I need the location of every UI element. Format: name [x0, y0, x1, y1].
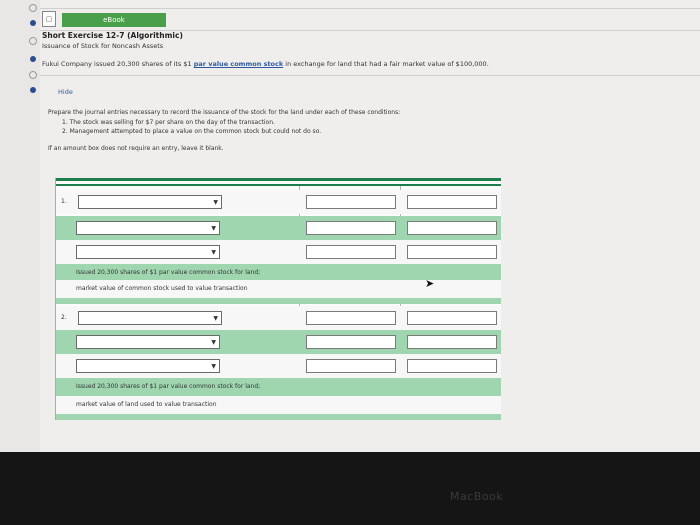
journal-table — [55, 178, 501, 420]
chevron-down-icon: ▼ — [211, 339, 216, 346]
chevron-down-icon: ▼ — [213, 315, 218, 322]
debit-input[interactable] — [306, 245, 396, 259]
bullet-dot-icon — [30, 20, 36, 26]
divider — [40, 8, 700, 9]
problem-text: Fukui Company issued 20,300 shares of its $1 — [42, 60, 194, 68]
account-dropdown[interactable] — [78, 195, 222, 209]
chevron-down-icon: ▼ — [211, 225, 216, 232]
par-value-link[interactable]: par value common stock — [193, 60, 284, 68]
account-dropdown[interactable] — [78, 311, 222, 325]
exercise-subtitle: Issuance of Stock for Noncash Assets — [42, 42, 164, 50]
debit-input[interactable] — [306, 311, 396, 325]
journal-row — [56, 306, 501, 330]
circle-icon — [29, 37, 37, 45]
journal-row — [56, 216, 501, 240]
account-dropdown[interactable] — [76, 335, 220, 349]
explanation-text: Issued 20,300 shares of $1 par value common stock for land; — [76, 383, 261, 390]
condition-1: 1. The stock was selling for $7 per share on the day of the transaction. — [62, 119, 275, 126]
hide-link[interactable]: Hide — [58, 88, 73, 96]
journal-row — [56, 240, 501, 264]
problem-text: in exchange for land that had a fair market value of $100,000. — [283, 60, 489, 68]
row-spacer — [56, 414, 501, 420]
journal-row — [56, 354, 501, 378]
account-dropdown[interactable] — [76, 221, 220, 235]
instructions: Prepare the journal entries necessary to record the issuance of the stock for the land under each of these conditions: — [48, 109, 401, 116]
explanation-row — [56, 396, 501, 414]
account-dropdown[interactable] — [76, 359, 220, 373]
credit-input[interactable] — [407, 221, 497, 235]
chevron-down-icon: ▼ — [211, 249, 216, 256]
mouse-cursor-icon: ➤ — [425, 277, 435, 290]
row-spacer — [56, 298, 501, 304]
ebook-icon[interactable]: ▢ — [42, 11, 56, 27]
credit-input[interactable] — [407, 359, 497, 373]
bullet-dot-icon — [30, 56, 36, 62]
entry-number: 2. — [61, 314, 67, 321]
circle-icon — [29, 4, 37, 12]
entry-number: 1. — [61, 198, 67, 205]
condition-2: 2. Management attempted to place a value on the common stock but could not do so. — [62, 128, 322, 135]
problem-statement — [42, 60, 489, 68]
ebook-button[interactable]: eBook — [62, 13, 166, 27]
debit-input[interactable] — [306, 221, 396, 235]
left-gutter — [0, 0, 40, 452]
table-header-rule — [56, 178, 501, 181]
credit-input[interactable] — [407, 245, 497, 259]
macbook-logo: MacBook — [450, 490, 504, 503]
explanation-text: market value of common stock used to value transaction — [76, 285, 248, 292]
table-header-rule — [56, 184, 501, 186]
explanation-row — [56, 280, 501, 298]
debit-input[interactable] — [306, 335, 396, 349]
chevron-down-icon: ▼ — [211, 363, 216, 370]
exercise-title: Short Exercise 12-7 (Algorithmic) — [42, 31, 183, 40]
debit-input[interactable] — [306, 359, 396, 373]
credit-input[interactable] — [407, 195, 497, 209]
explanation-text: market value of land used to value transaction — [76, 401, 217, 408]
journal-row — [56, 190, 501, 214]
credit-input[interactable] — [407, 335, 497, 349]
credit-input[interactable] — [407, 311, 497, 325]
debit-input[interactable] — [306, 195, 396, 209]
explanation-text: Issued 20,300 shares of $1 par value common stock for land; — [76, 269, 261, 276]
blank-note: If an amount box does not require an entry, leave it blank. — [48, 145, 224, 152]
chevron-down-icon: ▼ — [213, 199, 218, 206]
explanation-row — [56, 378, 501, 396]
circle-icon — [29, 71, 37, 79]
bullet-dot-icon — [30, 87, 36, 93]
journal-row — [56, 330, 501, 354]
divider — [40, 75, 700, 76]
account-dropdown[interactable] — [76, 245, 220, 259]
